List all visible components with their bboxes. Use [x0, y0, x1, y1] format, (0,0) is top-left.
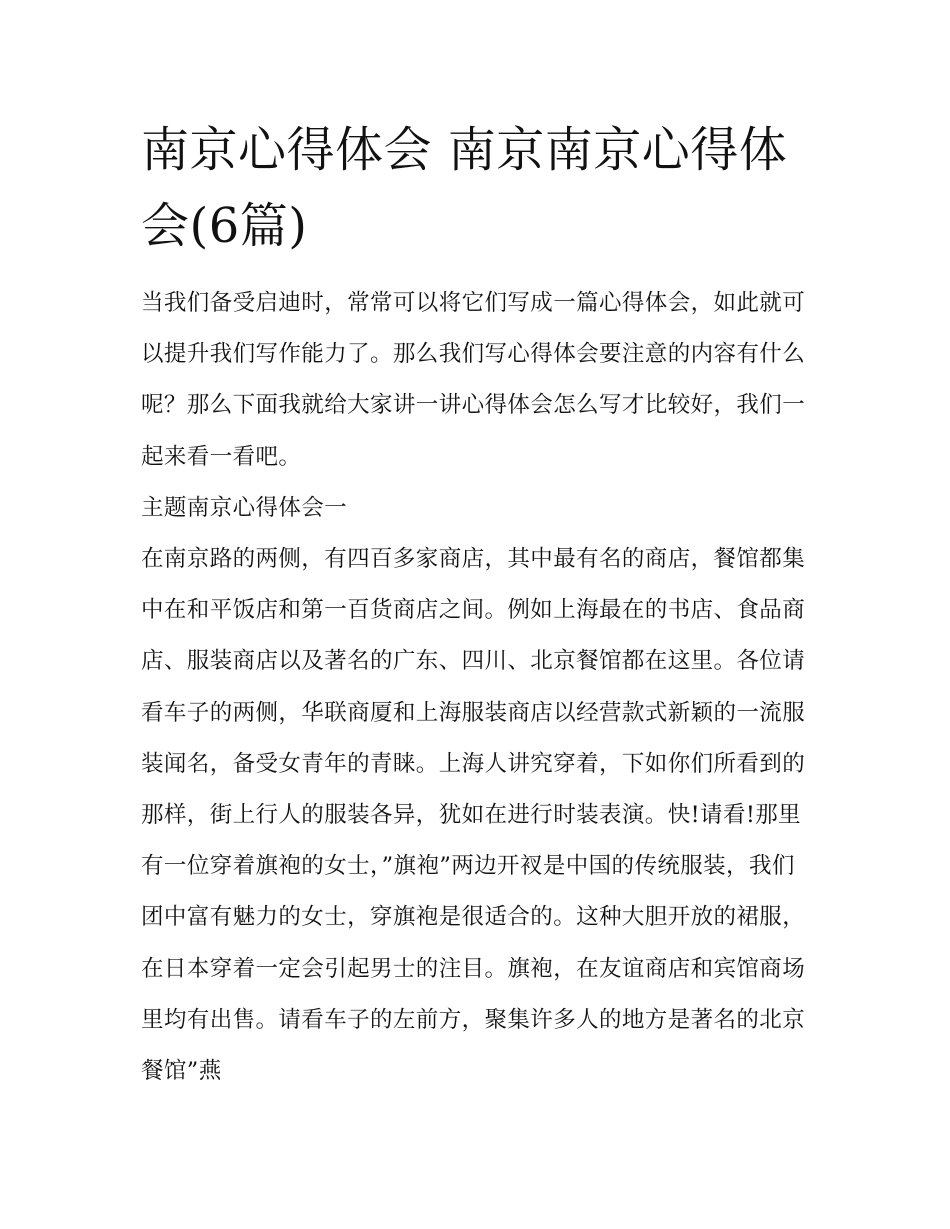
intro-paragraph: 当我们备受启迪时，常常可以将它们写成一篇心得体会，如此就可以提升我们写作能力了。那么我们写心得体会要注意的内容有什么呢？那么下面我就给大家讲一讲心得体会怎么写才比较好，我们一起来看一看吧。: [141, 290, 806, 470]
document-title: 南京心得体会 南京南京心得体会(6篇): [141, 122, 788, 254]
section-heading: 主题南京心得体会一: [141, 494, 348, 521]
section-paragraph: 在南京路的两侧，有四百多家商店，其中最有名的商店，餐馆都集中在和平饭店和第一百货商店之间。例如上海最在的书店、食品商店、服装商店以及著名的广东、四川、北京餐馆都在这里。各位请看车子的两侧，华联商厦和上海服装商店以经营款式新颖的一流服装闻名，备受女青年的青睐。上海人讲究穿着，下如你们所看到的那样，街上行人的服装各异，犹如在进行时装表演。快!请看!那里有一位穿着旗袍的女士，”旗袍”两边开衩是中国的传统服装，我们团中富有魅力的女士，穿旗袍是很适合的。这种大胆开放的裙服，在日本穿着一定会引起男士的注目。旗袍，在友谊商店和宾馆商场里均有出售。请看车子的左前方，聚集许多人的地方是著名的北京餐馆”燕: [141, 546, 806, 1085]
document-body: [141, 278, 813, 1097]
